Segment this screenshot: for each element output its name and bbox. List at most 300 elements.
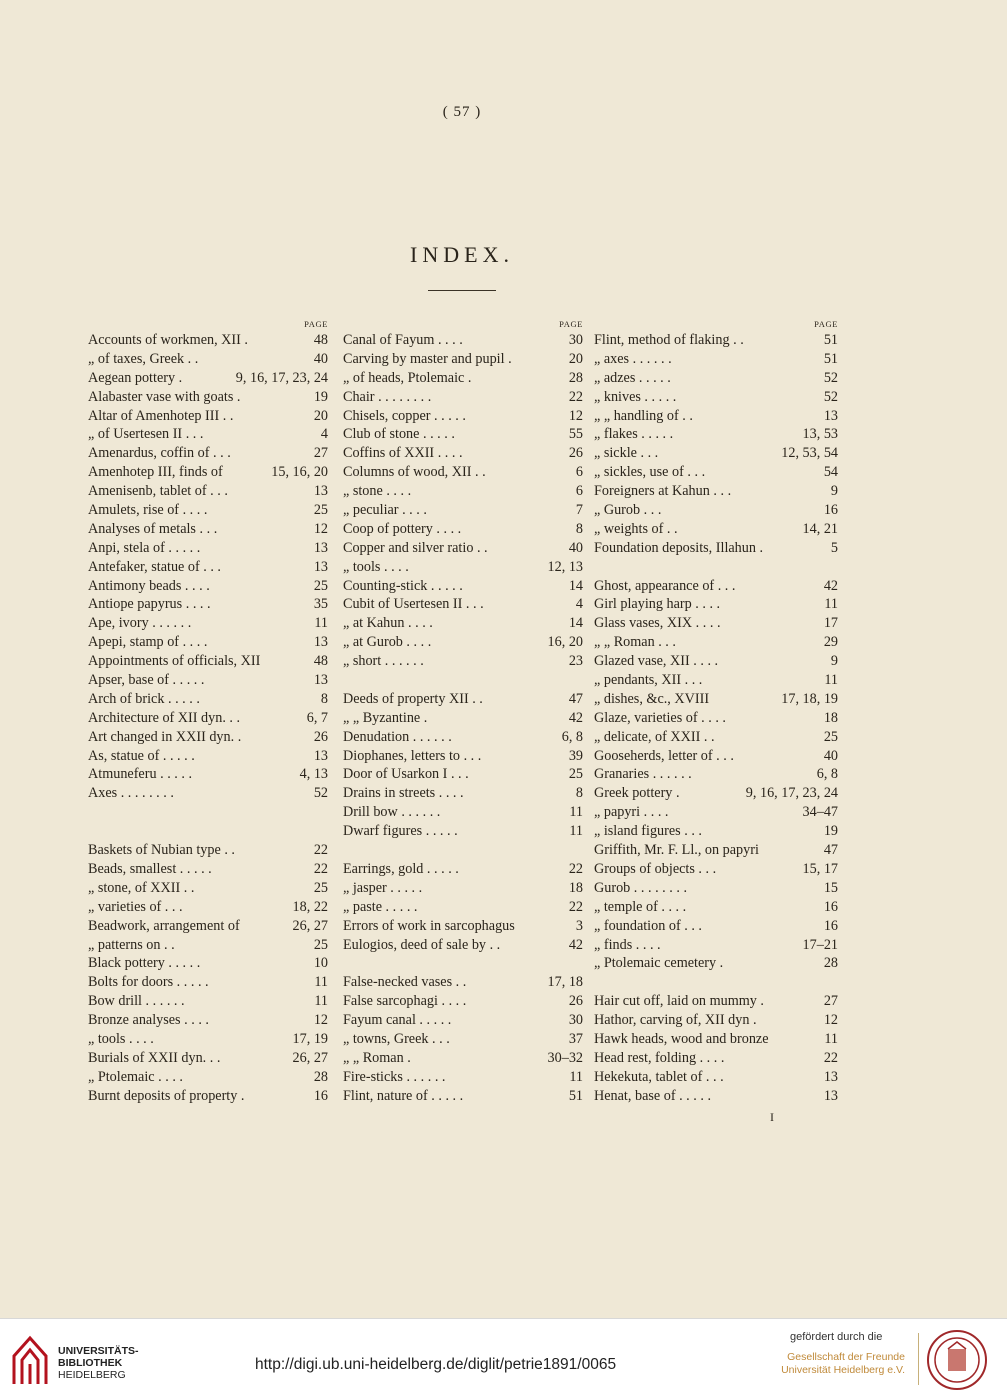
index-entry: [88, 879, 328, 898]
index-entry: [88, 482, 328, 501]
index-entry: [594, 954, 838, 973]
index-entry: [594, 784, 838, 803]
index-entry: [594, 369, 838, 388]
index-entry-page: 16: [823, 898, 838, 915]
index-entry-page: 11: [824, 672, 838, 689]
index-entry-page: 40: [313, 350, 328, 367]
library-name-line-3: HEIDELBERG: [58, 1369, 126, 1381]
index-entry: [88, 501, 328, 520]
index-entry-page: 15, 16, 20: [271, 464, 328, 481]
index-entry: [594, 690, 838, 709]
index-entry: [88, 841, 328, 860]
index-entry-text: „ temple of . . . .: [594, 898, 687, 915]
index-entry-page: 22: [313, 860, 328, 877]
index-entry-page: 14: [568, 577, 583, 594]
index-entry-text: „ short . . . . . .: [343, 653, 424, 670]
index-entry-page: 30–32: [547, 1049, 583, 1066]
index-entry-page: 13: [823, 407, 838, 424]
index-entry-text: Bronze analyses . . . .: [88, 1012, 209, 1029]
index-entry: [88, 425, 328, 444]
index-entry-text: „ varieties of . . .: [88, 898, 183, 915]
index-entry: [594, 917, 838, 936]
index-entry: [594, 1049, 838, 1068]
index-entry-page: 27: [823, 993, 838, 1010]
index-entry-page: 13: [313, 558, 328, 575]
index-entry-page: 20: [313, 407, 328, 424]
index-entry-page: 55: [568, 426, 583, 443]
index-entry-text: Girl playing harp . . . .: [594, 596, 721, 613]
index-entry-page: 25: [313, 502, 328, 519]
sponsor-name-line-1: Gesellschaft der Freunde: [787, 1351, 905, 1363]
index-entry-text: „ Ptolemaic cemetery .: [594, 955, 724, 972]
index-entry: [343, 407, 583, 426]
index-entry-text: Club of stone . . . . .: [343, 426, 455, 443]
index-entry: [343, 388, 583, 407]
column-header: PAGE: [559, 319, 583, 329]
index-entry: [594, 614, 838, 633]
index-entry: [343, 482, 583, 501]
index-entry: [88, 709, 328, 728]
index-entry: [343, 917, 583, 936]
index-entry-text: Analyses of metals . . .: [88, 520, 218, 537]
index-entry-page: 25: [823, 728, 838, 745]
index-entry-text: Errors of work in sarcophagus: [343, 917, 515, 934]
index-entry-text: Alabaster vase with goats .: [88, 388, 241, 405]
index-entry-text: „ patterns on . .: [88, 936, 175, 953]
index-entry: [594, 407, 838, 426]
index-entry-page: 13: [313, 634, 328, 651]
index-entry-text: „ „ Byzantine .: [343, 709, 428, 726]
index-entry-page: 25: [568, 766, 583, 783]
index-entry: [594, 841, 838, 860]
index-entry: [88, 1068, 328, 1087]
index-entry: [88, 728, 328, 747]
index-entry-text: „ weights of . .: [594, 520, 678, 537]
index-entry-page: 29: [823, 634, 838, 651]
index-entry: [343, 369, 583, 388]
index-entry: [88, 633, 328, 652]
index-entry: [88, 614, 328, 633]
index-entry: [343, 577, 583, 596]
index-entry: [88, 936, 328, 955]
index-entry-page: 14: [568, 615, 583, 632]
index-entry-text: Eulogios, deed of sale by . .: [343, 936, 501, 953]
index-spacer: [343, 954, 583, 973]
index-entry-page: 9: [830, 653, 838, 670]
index-entry-text: „ paste . . . . .: [343, 898, 418, 915]
index-entry: [343, 520, 583, 539]
index-entry-text: „ stone . . . .: [343, 483, 412, 500]
index-entry-page: 11: [569, 804, 583, 821]
index-entry-text: Ghost, appearance of . . .: [594, 577, 736, 594]
index-entry-text: Antiope papyrus . . . .: [88, 596, 211, 613]
index-entry: [594, 992, 838, 1011]
index-spacer: [343, 841, 583, 860]
index-entry: [343, 690, 583, 709]
index-entry-text: Columns of wood, XII . .: [343, 464, 486, 481]
index-entry-page: 12: [313, 520, 328, 537]
index-entry-page: 22: [568, 860, 583, 877]
index-entry-text: Glass vases, XIX . . . .: [594, 615, 721, 632]
index-entry: [594, 482, 838, 501]
index-entry-page: 35: [313, 596, 328, 613]
index-entry-text: Black pottery . . . . .: [88, 955, 201, 972]
index-entry-page: 11: [824, 1030, 838, 1047]
index-entry: [343, 822, 583, 841]
index-entry-text: Deeds of property XII . .: [343, 690, 483, 707]
index-entry-page: 6, 7: [306, 709, 328, 726]
index-entry-page: 8: [575, 520, 583, 537]
index-spacer: [88, 822, 328, 841]
index-entry: [88, 765, 328, 784]
index-entry-page: 4, 13: [299, 766, 328, 783]
index-entry-page: 10: [313, 955, 328, 972]
index-entry-page: 17: [823, 615, 838, 632]
index-entry-text: Burnt deposits of property .: [88, 1087, 245, 1104]
index-entry-page: 16: [823, 917, 838, 934]
index-entry-page: 3: [575, 917, 583, 934]
index-entry-page: 40: [823, 747, 838, 764]
index-entry: [343, 425, 583, 444]
index-entry-text: Glaze, varieties of . . . .: [594, 709, 726, 726]
index-entry-text: Chisels, copper . . . . .: [343, 407, 466, 424]
index-entry: [88, 747, 328, 766]
index-entry-text: „ of Usertesen II . . .: [88, 426, 204, 443]
index-entry-text: Accounts of workmen, XII .: [88, 332, 248, 348]
index-entry-text: Amenhotep III, finds of: [88, 464, 223, 481]
index-entry: [594, 803, 838, 822]
index-entry: [594, 1068, 838, 1087]
index-entry-page: 9, 16, 17, 23, 24: [745, 785, 838, 802]
index-entry-text: Atmuneferu . . . . .: [88, 766, 193, 783]
index-entry-page: 11: [569, 823, 583, 840]
library-name-line-1: UNIVERSITÄTS-: [58, 1345, 139, 1357]
index-entry-page: 30: [568, 1012, 583, 1029]
index-entry: [594, 539, 838, 558]
index-entry-page: 28: [568, 369, 583, 386]
index-entry-text: „ „ Roman .: [343, 1049, 411, 1066]
index-entry: [88, 539, 328, 558]
index-entry-text: „ „ Roman . . .: [594, 634, 676, 651]
index-entry-page: 40: [568, 539, 583, 556]
index-entry-text: „ tools . . . .: [343, 558, 409, 575]
column-header: PAGE: [814, 319, 838, 329]
index-entry-text: Gurob . . . . . . . .: [594, 879, 688, 896]
sponsor-name: [780, 1351, 905, 1377]
index-entry: [88, 1049, 328, 1068]
index-entry: [594, 765, 838, 784]
index-entry-page: 52: [313, 785, 328, 802]
index-column-1: [88, 318, 328, 1106]
index-entry: [594, 388, 838, 407]
index-entry: [88, 388, 328, 407]
index-entry-text: Aegean pottery .: [88, 369, 183, 386]
index-entry-text: Hekekuta, tablet of . . .: [594, 1068, 724, 1085]
index-entry: [343, 936, 583, 955]
index-entry: [343, 558, 583, 577]
index-entry: [88, 369, 328, 388]
index-entry: [343, 595, 583, 614]
index-entry-page: 19: [313, 388, 328, 405]
index-entry-text: Flint, nature of . . . . .: [343, 1087, 464, 1104]
index-entry-text: Burials of XXII dyn. . .: [88, 1049, 221, 1066]
index-entry-page: 34–47: [802, 804, 838, 821]
index-entry-page: 9: [830, 483, 838, 500]
index-entry-text: Denudation . . . . . .: [343, 728, 452, 745]
index-entry-page: 22: [568, 388, 583, 405]
index-entry-text: Hathor, carving of, XII dyn .: [594, 1012, 757, 1029]
index-entry-page: 51: [568, 1087, 583, 1104]
index-entry-page: 11: [824, 596, 838, 613]
index-entry: [594, 728, 838, 747]
index-entry-page: 42: [568, 936, 583, 953]
index-entry-text: „ knives . . . . .: [594, 388, 677, 405]
index-entry-text: „ adzes . . . . .: [594, 369, 671, 386]
index-entry: [594, 898, 838, 917]
index-entry-text: „ at Gurob . . . .: [343, 634, 432, 651]
index-entry-page: 15: [823, 879, 838, 896]
index-title: INDEX.: [410, 242, 514, 267]
index-entry: [343, 444, 583, 463]
index-entry: [594, 1030, 838, 1049]
sponsor-label: gefördert durch die: [790, 1331, 883, 1343]
index-entry-page: 26, 27: [292, 917, 328, 934]
index-entry: [594, 444, 838, 463]
index-entry-page: 26, 27: [292, 1049, 328, 1066]
index-entry-page: 20: [568, 350, 583, 367]
index-entry-text: Fire-sticks . . . . . .: [343, 1068, 446, 1085]
page-number: ( 57 ): [442, 104, 482, 120]
index-entry-page: 13: [313, 483, 328, 500]
index-entry: [88, 350, 328, 369]
index-entry-page: 26: [568, 993, 583, 1010]
index-entry: [88, 577, 328, 596]
index-entry: [343, 1049, 583, 1068]
index-entry-text: Bolts for doors . . . . .: [88, 974, 209, 991]
index-spacer: [594, 558, 838, 577]
index-entry-text: „ papyri . . . .: [594, 804, 669, 821]
sponsor-name-line-2: Universität Heidelberg e.V.: [781, 1364, 905, 1376]
index-spacer: [594, 973, 838, 992]
index-entry-text: Amenardus, coffin of . . .: [88, 445, 231, 462]
index-entry: [88, 331, 328, 350]
index-entry: [343, 633, 583, 652]
index-entry: [88, 652, 328, 671]
index-entry-page: 13, 53: [802, 426, 838, 443]
index-entry: [594, 709, 838, 728]
index-entry-text: „ Gurob . . .: [594, 502, 662, 519]
index-entry: [343, 1011, 583, 1030]
index-entry: [594, 350, 838, 369]
index-entry-text: Henat, base of . . . . .: [594, 1087, 712, 1104]
index-entry: [594, 652, 838, 671]
index-entry-page: 25: [313, 577, 328, 594]
index-entry-text: Griffith, Mr. F. Ll., on papyri: [594, 842, 759, 859]
index-entry: [343, 1068, 583, 1087]
index-entry: [594, 747, 838, 766]
index-entry-text: Axes . . . . . . . .: [88, 785, 174, 802]
index-entry-text: „ tools . . . .: [88, 1030, 154, 1047]
index-entry: [343, 765, 583, 784]
signature-mark: I: [770, 1110, 774, 1124]
index-entry: [594, 822, 838, 841]
index-entry-page: 23: [568, 653, 583, 670]
index-entry: [594, 425, 838, 444]
index-entry: [88, 463, 328, 482]
index-entry-page: 12: [568, 407, 583, 424]
index-entry-page: 12, 53, 54: [781, 445, 838, 462]
index-entry-text: Bow drill . . . . . .: [88, 993, 185, 1010]
index-entry-page: 13: [823, 1087, 838, 1104]
index-entry-page: 26: [313, 728, 328, 745]
index-entry-page: 37: [568, 1030, 583, 1047]
index-entry-text: Head rest, folding . . . .: [594, 1049, 725, 1066]
index-entry-page: 9, 16, 17, 23, 24: [235, 369, 328, 386]
index-entry-page: 12: [823, 1012, 838, 1029]
index-entry-text: Foundation deposits, Illahun .: [594, 539, 764, 556]
index-entry-page: 16: [823, 502, 838, 519]
index-entry-text: Drill bow . . . . . .: [343, 804, 441, 821]
index-entry-text: Carving by master and pupil .: [343, 350, 512, 367]
index-entry: [343, 879, 583, 898]
index-entry-text: „ sickle . . .: [594, 445, 659, 462]
index-entry: [343, 898, 583, 917]
index-entry-page: 25: [313, 936, 328, 953]
index-entry: [594, 1011, 838, 1030]
index-entry-page: 6, 8: [561, 728, 583, 745]
index-entry-text: Granaries . . . . . .: [594, 766, 692, 783]
index-entry-text: False sarcophagi . . . .: [343, 993, 467, 1010]
index-entry-text: „ foundation of . . .: [594, 917, 702, 934]
index-entry-text: Flint, method of flaking . .: [594, 332, 744, 348]
index-entry-page: 22: [823, 1049, 838, 1066]
permalink-url[interactable]: http://digi.ub.uni-heidelberg.de/diglit/petrie1891/0065: [255, 1356, 617, 1373]
index-entry-text: Arch of brick . . . . .: [88, 690, 200, 707]
index-entry-text: Chair . . . . . . . .: [343, 388, 432, 405]
index-entry: [343, 463, 583, 482]
index-entry-text: Antimony beads . . . .: [88, 577, 210, 594]
footer-divider: [918, 1333, 919, 1385]
index-entry-text: Art changed in XXII dyn. .: [88, 728, 242, 745]
index-entry: [88, 595, 328, 614]
index-entry: [343, 331, 583, 350]
column-header: PAGE: [304, 319, 328, 329]
index-entry-page: 28: [313, 1068, 328, 1085]
index-entry-text: Glazed vase, XII . . . .: [594, 653, 719, 670]
index-entry: [343, 973, 583, 992]
index-entry: [594, 671, 838, 690]
index-entry: [343, 501, 583, 520]
index-entry-text: Amulets, rise of . . . .: [88, 502, 208, 519]
index-entry-page: 7: [575, 502, 583, 519]
index-entry-page: 18, 22: [292, 898, 328, 915]
index-entry-text: Baskets of Nubian type . .: [88, 842, 235, 859]
index-entry-page: 27: [313, 445, 328, 462]
index-entry: [88, 954, 328, 973]
index-entry-text: Antefaker, statue of . . .: [88, 558, 221, 575]
index-entry: [343, 1087, 583, 1106]
index-entry-text: Cubit of Usertesen II . . .: [343, 596, 484, 613]
index-entry-page: 30: [568, 332, 583, 348]
index-entry: [88, 558, 328, 577]
index-entry: [343, 652, 583, 671]
index-entry: [343, 728, 583, 747]
index-entry: [88, 520, 328, 539]
index-entry-page: 4: [575, 596, 583, 613]
index-entry-text: „ sickles, use of . . .: [594, 464, 706, 481]
index-entry-text: „ stone, of XXII . .: [88, 879, 195, 896]
index-entry-page: 22: [313, 842, 328, 859]
index-entry-page: 47: [823, 842, 838, 859]
index-entry-page: 17–21: [802, 936, 838, 953]
index-column-3: [594, 318, 838, 1106]
index-entry-page: 8: [320, 690, 328, 707]
index-entry: [343, 747, 583, 766]
index-entry-page: 11: [569, 1068, 583, 1085]
index-entry-text: „ Ptolemaic . . . .: [88, 1068, 183, 1085]
library-name-line-2: BIBLIOTHEK: [58, 1357, 123, 1369]
index-entry-text: „ flakes . . . . .: [594, 426, 674, 443]
index-entry: [343, 992, 583, 1011]
index-entry-page: 16: [313, 1087, 328, 1104]
index-entry-text: Beads, smallest . . . . .: [88, 860, 212, 877]
index-entry-page: 17, 18, 19: [781, 690, 838, 707]
index-entry: [88, 973, 328, 992]
index-entry-page: 13: [313, 747, 328, 764]
index-entry-text: Groups of objects . . .: [594, 860, 717, 877]
title-rule: [428, 290, 496, 291]
index-entry: [88, 898, 328, 917]
index-spacer: [343, 671, 583, 690]
index-entry-text: „ peculiar . . . .: [343, 502, 427, 519]
index-entry: [88, 690, 328, 709]
index-entry-page: 47: [568, 690, 583, 707]
index-entry-page: 54: [823, 464, 838, 481]
index-entry-page: 13: [823, 1068, 838, 1085]
index-entry: [594, 879, 838, 898]
index-entry-text: Anpi, stela of . . . . .: [88, 539, 201, 556]
index-entry-page: 6: [575, 483, 583, 500]
index-entry-page: 51: [823, 350, 838, 367]
index-entry-text: Altar of Amenhotep III . .: [88, 407, 234, 424]
index-entry-page: 12, 13: [547, 558, 583, 575]
index-entry-page: 15, 17: [802, 860, 838, 877]
index-entry-page: 14, 21: [802, 520, 838, 537]
index-entry-text: Dwarf figures . . . . .: [343, 823, 458, 840]
index-entry-text: „ finds . . . .: [594, 936, 661, 953]
index-entry: [594, 463, 838, 482]
index-entry-text: „ delicate, of XXII . .: [594, 728, 715, 745]
index-entry: [88, 1030, 328, 1049]
index-entry: [594, 936, 838, 955]
index-entry-text: Appointments of officials, XII: [88, 653, 261, 670]
index-entry-text: „ island figures . . .: [594, 823, 702, 840]
index-entry: [88, 992, 328, 1011]
index-entry-page: 22: [568, 898, 583, 915]
index-entry-text: As, statue of . . . . .: [88, 747, 195, 764]
index-entry: [343, 1030, 583, 1049]
index-entry: [88, 444, 328, 463]
index-entry-page: 39: [568, 747, 583, 764]
university-seal-icon: [926, 1329, 988, 1391]
index-entry-text: Counting-stick . . . . .: [343, 577, 463, 594]
index-entry-text: Apepi, stamp of . . . .: [88, 634, 208, 651]
index-entry-page: 6: [575, 464, 583, 481]
index-spacer: [88, 803, 328, 822]
index-entry-page: 16, 20: [547, 634, 583, 651]
index-entry: [343, 614, 583, 633]
index-entry-text: Greek pottery .: [594, 785, 680, 802]
